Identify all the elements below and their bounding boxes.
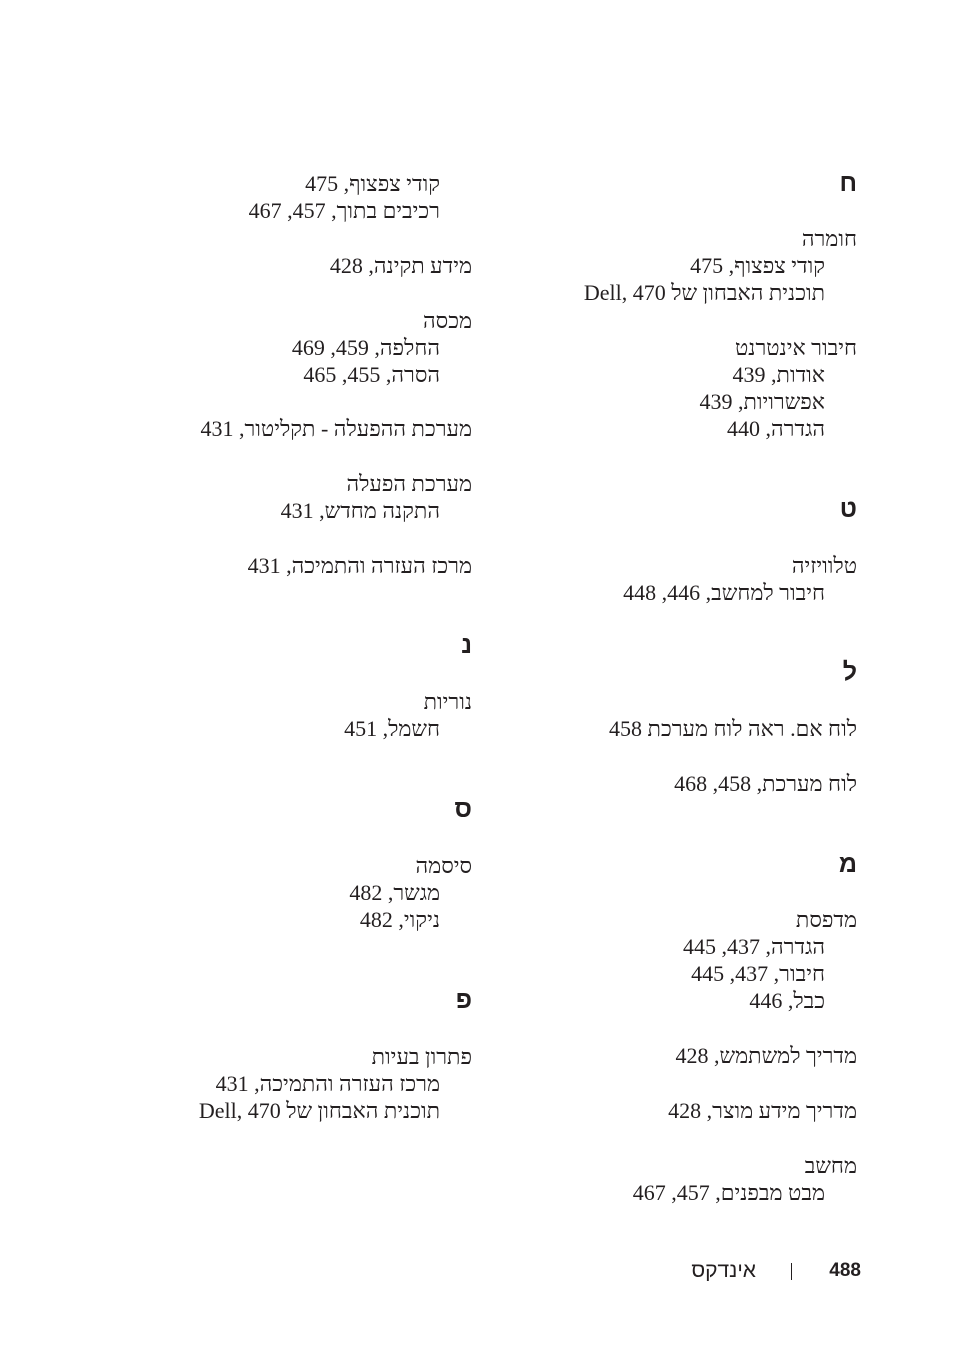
index-entry: סיסמה — [415, 853, 472, 878]
index-entry: חיבור אינטרנט — [735, 335, 857, 360]
index-section-letter: מ — [838, 850, 857, 878]
index-entry: מכסה — [423, 308, 472, 333]
index-subentry: הגדרה, 437, 445 — [683, 934, 825, 959]
index-subentry: הסרה, 455, 465 — [303, 362, 440, 387]
index-entry: מדריך למשתמש, 428 — [675, 1043, 857, 1068]
index-entry: פתרון בעיות — [371, 1044, 472, 1069]
index-section-letter: ל — [842, 658, 857, 686]
index-subentry: מרכז העזרה והתמיכה, 431 — [215, 1071, 440, 1096]
index-entry: מידע תקינה, 428 — [329, 253, 472, 278]
index-subentry: קודי צפצוף, 475 — [690, 253, 825, 278]
index-subentry: מגשר, 482 — [349, 880, 440, 905]
index-entry: טלוויזיה — [791, 553, 857, 578]
index-subentry: החלפה, 459, 469 — [291, 335, 440, 360]
index-entry: מחשב — [804, 1153, 857, 1178]
index-subentry: תוכנית האבחון של Dell, 470 — [198, 1098, 440, 1123]
index-subentry: כבל, 446 — [749, 988, 825, 1013]
index-subentry: רכיבים בתוך, 457, 467 — [248, 198, 440, 223]
index-section-letter: פ — [455, 986, 472, 1014]
index-entry: מרכז העזרה והתמיכה, 431 — [247, 553, 472, 578]
index-subentry: אודות, 439 — [732, 362, 825, 387]
index-subentry: התקנה מחדש, 431 — [280, 498, 440, 523]
index-section-letter: נ — [461, 631, 472, 659]
index-entry: לוח מערכת, 458, 468 — [674, 771, 857, 796]
index-subentry: חיבור, 437, 445 — [691, 961, 825, 986]
page-number: 488 — [829, 1260, 861, 1281]
index-subentry: חיבור למחשב, 446, 448 — [623, 580, 825, 605]
index-section-letter: ס — [454, 795, 472, 823]
index-entry: לוח אם. ראה לוח מערכת 458 — [609, 716, 857, 741]
index-section-letter: ט — [839, 495, 857, 523]
index-entry: מדפסת — [795, 907, 857, 932]
index-entry: חומרה — [801, 226, 857, 251]
index-subentry: מבט מבפנים, 457, 467 — [632, 1180, 825, 1205]
footer-separator — [791, 1263, 792, 1280]
index-subentry: חשמל, 451 — [344, 716, 440, 741]
index-subentry: אפשרויות, 439 — [699, 389, 825, 414]
index-entry: מערכת ההפעלה - תקליטור, 431 — [200, 416, 472, 441]
index-subentry: תוכנית האבחון של Dell, 470 — [583, 280, 825, 305]
index-entry: מערכת הפעלה — [346, 471, 472, 496]
index-entry: נוריות — [423, 689, 472, 714]
index-subentry: קודי צפצוף, 475 — [305, 171, 440, 196]
index-subentry: הגדרה, 440 — [727, 416, 825, 441]
index-entry: מדריך מידע מוצר, 428 — [668, 1098, 857, 1123]
index-section-letter: ח — [839, 169, 857, 197]
footer-title: אינדקס — [691, 1259, 756, 1282]
index-subentry: ניקוי, 482 — [359, 907, 440, 932]
